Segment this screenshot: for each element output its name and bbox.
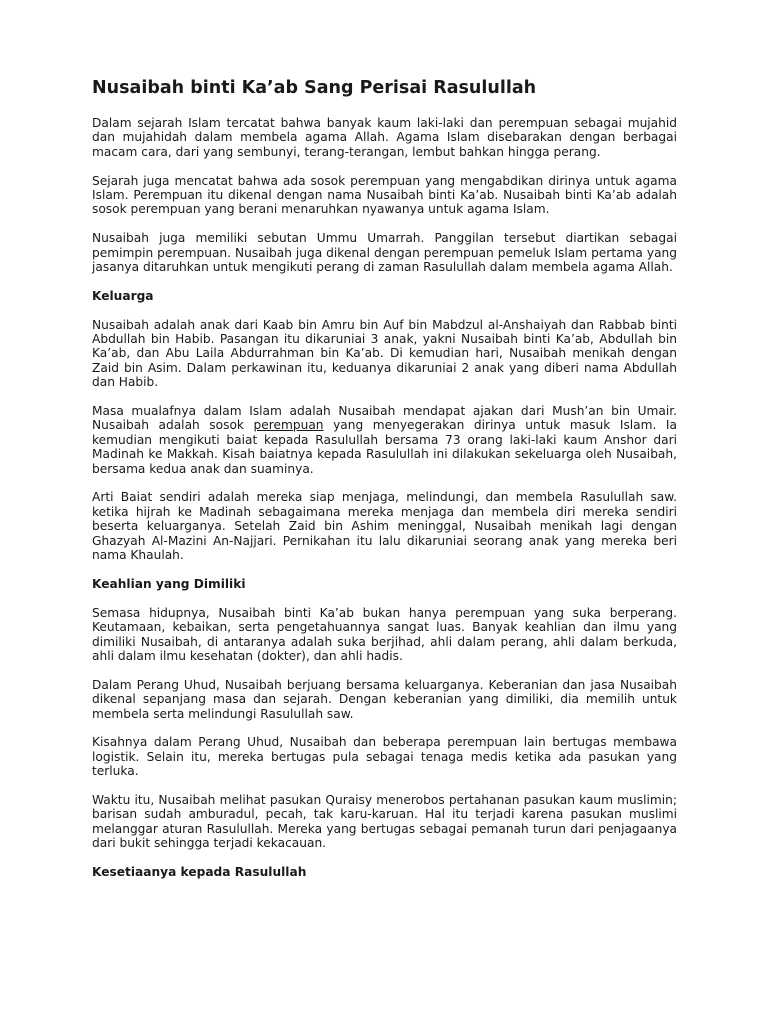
document-page xyxy=(92,74,677,894)
document-title: Nusaibah binti Ka’ab Sang Perisai Rasulullah xyxy=(92,78,537,98)
keahlian-paragraph-3: Kisahnya dalam Perang Uhud, Nusaibah dan beberapa perempuan lain bertugas membawa logistik. Selain itu, mereka bertugas pula sebagai tenaga medis ketika ada pasukan yang terluka. xyxy=(92,735,677,779)
intro-paragraph-1: Dalam sejarah Islam tercatat bahwa banyak kaum laki-laki dan perempuan sebagai mujahid dan mujahidah dalam membela agama Allah. Agama Islam disebarakan dengan berbagai macam cara, dari yang sembunyi, terang-terangan, lembut bahkan hingga perang. xyxy=(92,116,677,159)
keahlian-paragraph-1: Semasa hidupnya, Nusaibah binti Ka’ab bukan hanya perempuan yang suka berperang. Keutamaan, kebaikan, serta pengetahuannya sangat luas. Banyak keahlian dan ilmu yang dimiliki Nusaibah, di antaranya adalah suka berjihad, ahli dalam perang, ahli dalam berkuda, ahli dalam ilmu kesehatan (dokter), dan ahli hadis. xyxy=(92,605,677,663)
keluarga-paragraph-3: Arti Baiat sendiri adalah mereka siap menjaga, melindungi, dan membela Rasulullah saw. ketika hijrah ke Madinah sebagaimana mereka menjaga dan membela diri mereka sendiri beserta keluarganya. Setelah Zaid bin Ashim meninggal, Nusaibah menikah lagi dengan Ghazyah Al-Mazini An-Najjari. Pernikahan itu lalu dikaruniai seorang anak yang mereka beri nama Khaulah. xyxy=(92,490,677,563)
intro-paragraph-2: Sejarah juga mencatat bahwa ada sosok perempuan yang mengabdikan dirinya untuk agama Islam. Perempuan itu dikenal dengan nama Nusaibah binti Ka’ab. Nusaibah binti Ka’ab adalah sosok perempuan yang berani menaruhkan nyawanya untuk agama Islam. xyxy=(92,173,677,217)
perempuan-link[interactable]: perempuan xyxy=(253,418,324,433)
section-heading-keahlian: Keahlian yang Dimiliki xyxy=(92,576,246,591)
section-heading-keluarga: Keluarga xyxy=(92,288,154,303)
keluarga-paragraph-2 xyxy=(92,404,677,476)
keluarga-paragraph-2-start: Masa mualafnya dalam Islam adalah Nusaibah mendapat ajakan dari Mush’an bin Umair. Nusaibah adalah sosok xyxy=(92,404,677,433)
keluarga-paragraph-1: Nusaibah adalah anak dari Kaab bin Amru bin Auf bin Mabdzul al-Anshaiyah dan Rabbab binti Abdullah bin Habib. Pasangan itu dikaruniai 3 anak, yakni Nusaibah binti Ka’ab, Abdullah bin Ka’ab, dan Abu Laila Abdurrahman bin Ka’ab. Di kemudian hari, Nusaibah menikah dengan Zaid bin Asim. Dalam perkawinan itu, keduanya dikaruniai 2 anak yang diberi nama Abdullah dan Habib. xyxy=(92,317,677,390)
keahlian-paragraph-2: Dalam Perang Uhud, Nusaibah berjuang bersama keluarganya. Keberanian dan jasa Nusaibah dikenal sepanjang masa dan sejarah. Dengan keberanian yang dimiliki, dia memilih untuk membela serta melindungi Rasulullah saw. xyxy=(92,677,677,721)
intro-paragraph-3: Nusaibah juga memiliki sebutan Ummu Umarrah. Panggilan tersebut diartikan sebagai pemimpin perempuan. Nusaibah juga dikenal dengan perempuan pemeluk Islam pertama yang jasanya ditaruhkan untuk mengikuti perang di zaman Rasulullah dalam membela agama Allah. xyxy=(92,231,677,275)
keahlian-paragraph-4: Waktu itu, Nusaibah melihat pasukan Quraisy menerobos pertahanan pasukan kaum muslimin; barisan sudah amburadul, pecah, tak karu-karuan. Hal itu terjadi karena pasukan muslimi melanggar aturan Rasulullah. Mereka yang bertugas sebagai pemanah turun dari penjagaanya dari bukit sehingga terjadi kekacauan. xyxy=(92,792,677,851)
section-heading-kesetiaan: Kesetiaanya kepada Rasulullah xyxy=(92,864,307,879)
keluarga-paragraph-2-end: yang menyegerakan dirinya untuk masuk Islam. Ia kemudian mengikuti baiat kepada Rasulullah bersama 73 orang laki-laki kaum Anshor dari Madinah ke Makkah. Kisah baiatnya kepada Rasulullah ini dilakukan sekeluarga oleh Nusaibah, bersama kedua anak dan suaminya. xyxy=(92,418,677,476)
